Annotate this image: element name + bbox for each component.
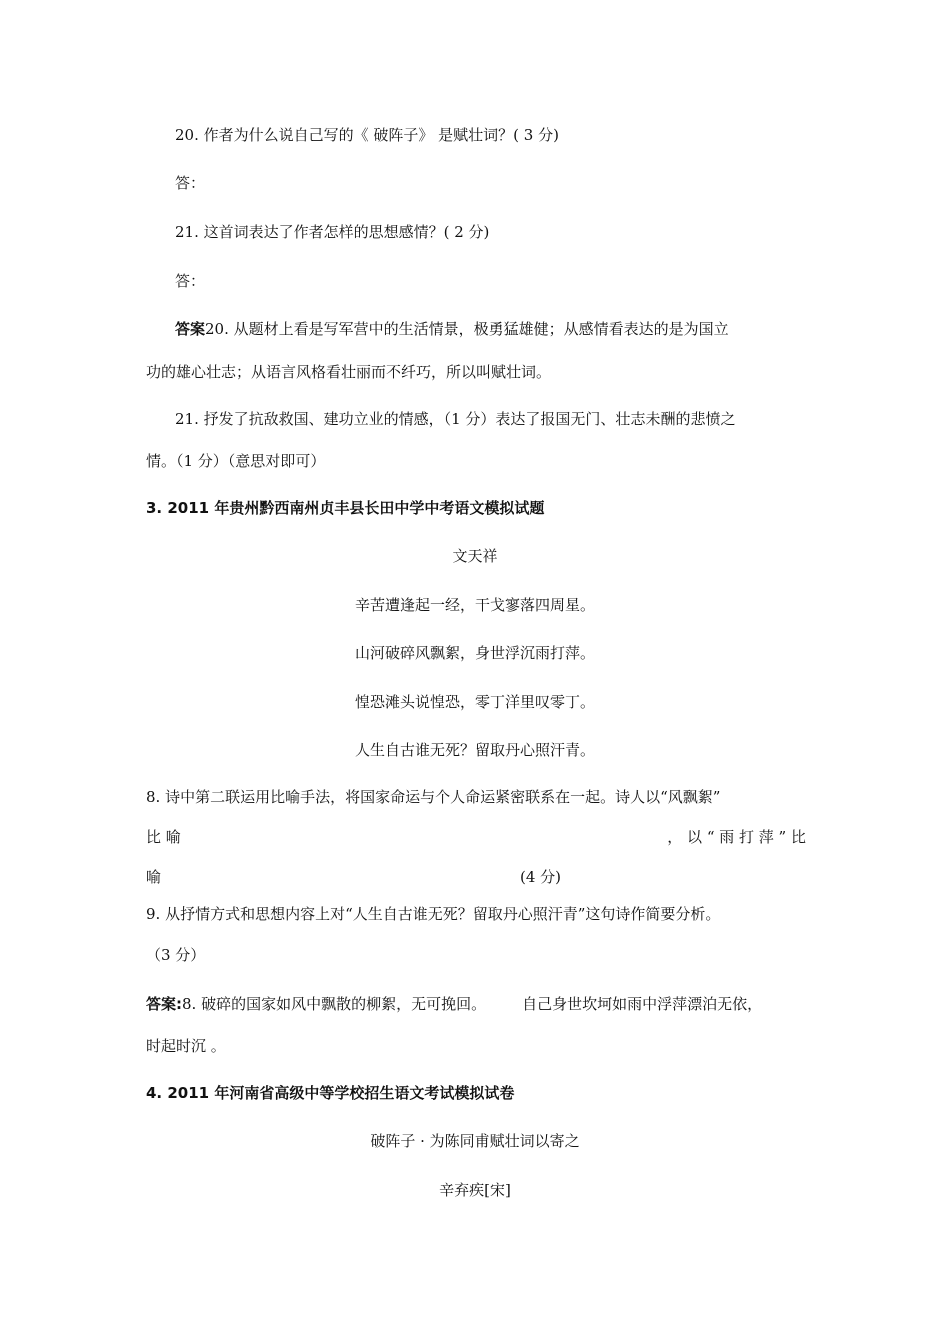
answer-8-line-1 <box>146 993 762 1015</box>
poem-title-pozhenzi: 破阵子 · 为陈同甫赋壮词以寄之 <box>370 1132 580 1150</box>
answer-label-21: 答： <box>175 272 206 290</box>
answer-20-line-1 <box>175 318 729 340</box>
question-20: 20. 作者为什么说自己写的《 破阵子》 是赋壮词？( 3 分) <box>175 126 559 144</box>
poem-line-3: 惶恐滩头说惶恐，零丁洋里叹零丁。 <box>354 693 595 711</box>
answer-20-text-1: 20. 从题材上看是写军营中的生活情景，极勇猛雄健；从感情看表达的是为国立 <box>205 320 729 338</box>
question-8-line-1: 8. 诗中第二联运用比喻手法，将国家命运与个人命运紧密联系在一起。诗人以“风飘絮” <box>146 788 721 806</box>
answer-21-line-2: 情。（1 分）（意思对即可） <box>146 452 326 470</box>
poem-line-1: 辛苦遭逢起一经，干戈寥落四周星。 <box>354 596 595 614</box>
answer-8-text-a: 8. 破碎的国家如风中飘散的柳絮，无可挽回。 <box>182 995 487 1013</box>
answer-label-20: 答： <box>175 174 206 192</box>
answer-8-text-b: 自己身世坎坷如雨中浮萍漂泊无依， <box>522 995 763 1013</box>
question-8-score: (4 分) <box>520 868 562 886</box>
question-8-line-2-right: ， 以 “ 雨 打 萍 ” 比 <box>667 828 806 846</box>
section-4-heading: 4. 2011 年河南省高级中等学校招生语文考试模拟试卷 <box>146 1084 515 1102</box>
answer-keyword: 答案 <box>175 320 206 338</box>
poem-author-wentianxiang: 文天祥 <box>452 547 498 565</box>
poem-line-2: 山河破碎风飘絮，身世浮沉雨打萍。 <box>354 644 595 662</box>
answer-21-line-1: 21. 抒发了抗敌救国、建功立业的情感，（1 分）表达了报国无门、壮志未酬的悲愤之 <box>175 410 736 428</box>
question-8-line-3-left: 喻 <box>146 868 162 886</box>
answer-20-line-2: 功的雄心壮志；从语言风格看壮丽而不纤巧，所以叫赋壮词。 <box>146 363 552 381</box>
question-8-line-2-left: 比 喻 <box>146 828 181 846</box>
poem-author-xinqiji: 辛弃疾[宋] <box>439 1181 511 1199</box>
question-9-line-2: （3 分） <box>146 946 206 964</box>
section-3-heading: 3. 2011 年贵州黔西南州贞丰县长田中学中考语文模拟试题 <box>146 499 545 517</box>
answer-keyword: 答案: <box>146 995 182 1013</box>
poem-line-4: 人生自古谁无死？留取丹心照汗青。 <box>354 741 595 759</box>
answer-8-line-2: 时起时沉 。 <box>146 1037 226 1055</box>
question-21: 21. 这首词表达了作者怎样的思想感情？( 2 分) <box>175 223 490 241</box>
question-9-line-1: 9. 从抒情方式和思想内容上对“人生自古谁无死？留取丹心照汗青”这句诗作简要分析。 <box>146 905 721 923</box>
